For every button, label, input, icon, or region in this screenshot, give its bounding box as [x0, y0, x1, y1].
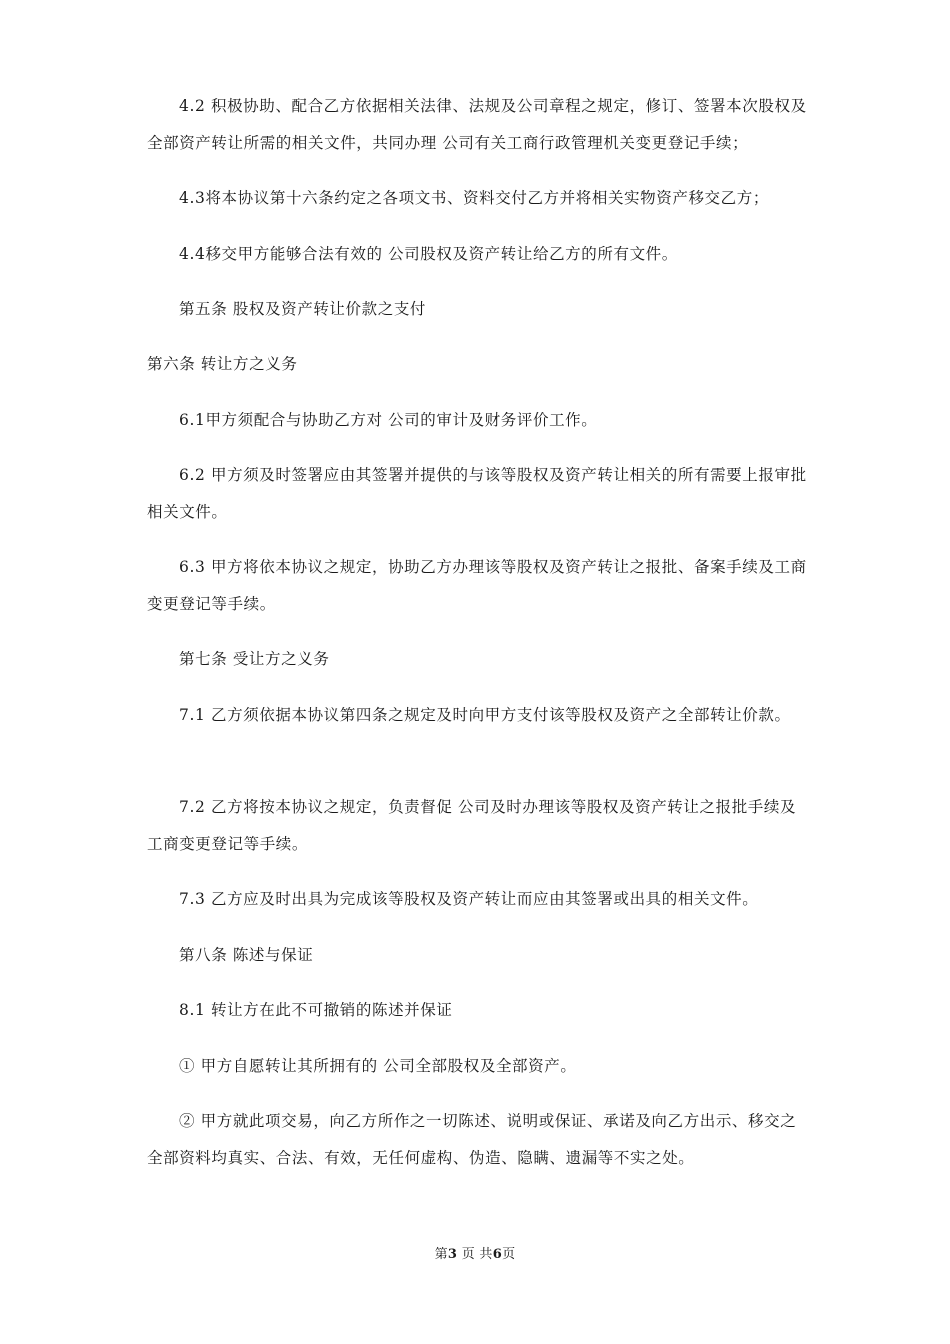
- article-7-heading: 第七条 受让方之义务: [179, 650, 330, 668]
- footer-prefix: 第: [434, 1247, 448, 1262]
- total-page-number: 6: [492, 1247, 503, 1262]
- article-8-heading: 第八条 陈述与保证: [179, 946, 314, 964]
- paragraph-6-1: 6.1甲方须配合与协助乙方对 公司的审计及财务评价工作。: [179, 411, 598, 429]
- paragraph-7-3: 7.3 乙方应及时出具为完成该等股权及资产转让而应由其签署或出具的相关文件。: [179, 890, 759, 908]
- paragraph-4-3: 4.3将本协议第十六条约定之各项文书、资料交付乙方并将相关实物资产移交乙方；: [179, 189, 769, 207]
- article-5-heading: 第五条 股权及资产转让价款之支付: [179, 300, 427, 318]
- page-number-footer: [0, 1243, 950, 1262]
- paragraph-6-2: 6.2 甲方须及时签署应由其签署并提供的与该等股权及资产转让相关的所有需要上报审批相关文件。: [147, 466, 807, 521]
- clause-item-2: ② 甲方就此项交易，向乙方所作之一切陈述、说明或保证、承诺及向乙方出示、移交之全部资料均真实、合法、有效，无任何虚构、伪造、隐瞒、遗漏等不实之处。: [147, 1112, 797, 1167]
- paragraph-4-4: 4.4移交甲方能够合法有效的 公司股权及资产转让给乙方的所有文件。: [179, 245, 678, 263]
- paragraph-4-2: 4.2 积极协助、配合乙方依据相关法律、法规及公司章程之规定，修订、签署本次股权及全部资产转让所需的相关文件，共同办理 公司有关工商行政管理机关变更登记手续；: [147, 97, 807, 152]
- paragraph-7-1: 7.1 乙方须依据本协议第四条之规定及时向甲方支付该等股权及资产之全部转让价款。: [179, 706, 791, 724]
- footer-middle: 页 共: [461, 1247, 493, 1262]
- clause-item-1: ① 甲方自愿转让其所拥有的 公司全部股权及全部资产。: [179, 1057, 577, 1075]
- paragraph-8-1: 8.1 转让方在此不可撤销的陈述并保证: [179, 1001, 453, 1019]
- article-6-heading: 第六条 转让方之义务: [147, 355, 298, 373]
- footer-suffix: 页: [502, 1247, 516, 1262]
- paragraph-7-2: 7.2 乙方将按本协议之规定，负责督促 公司及时办理该等股权及资产转让之报批手续及工商变更登记等手续。: [147, 798, 797, 853]
- paragraph-6-3: 6.3 甲方将依本协议之规定，协助乙方办理该等股权及资产转让之报批、备案手续及工商变更登记等手续。: [147, 558, 807, 613]
- current-page-number: 3: [447, 1247, 458, 1262]
